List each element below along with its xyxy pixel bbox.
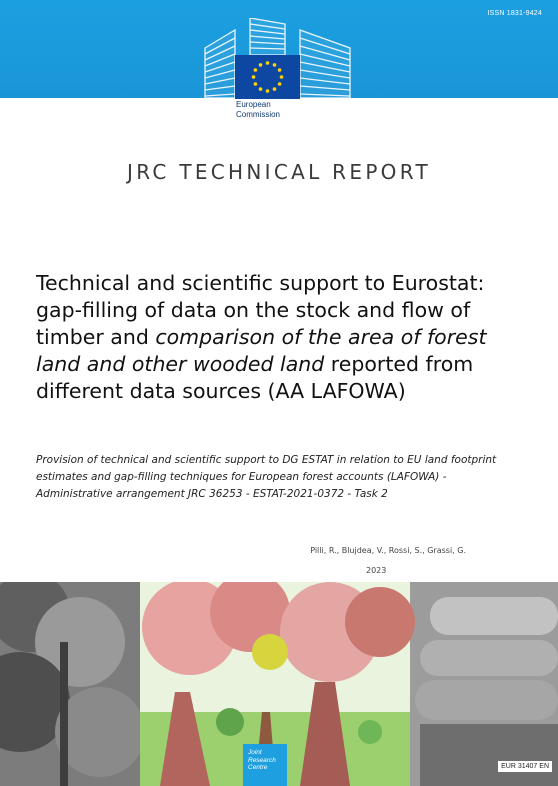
jrc-logo	[243, 744, 287, 786]
publisher-line-2: Commission	[236, 110, 281, 119]
authors-line: Pilli, R., Blujdea, V., Rossi, S., Grassi, G.	[310, 546, 466, 555]
title-part-2: reported from different data sources (AA LAFOWA)	[36, 352, 474, 403]
report-subtitle: Provision of technical and scientific support to DG ESTAT in relation to EU land footprint estimates and gap-filling techniques for European forest accounts (LAFOWA) - Administrative arrangement JRC 36253 - ESTAT-2021-0372 - Task 2	[36, 454, 497, 500]
publication-year: 2023	[366, 566, 387, 575]
jrc-line-3: Centre	[248, 764, 268, 771]
report-type-heading: JRC TECHNICAL REPORT	[127, 160, 431, 184]
eu-flag-icon	[235, 55, 300, 99]
publisher-line-1: European	[236, 100, 271, 109]
jrc-line-2: Research	[248, 756, 276, 764]
jrc-line-1: Joint	[248, 749, 262, 756]
eur-number: EUR 31407 EN	[498, 761, 552, 772]
title-italic-part: comparison of the area of forest land and other wooded land	[36, 325, 487, 376]
eu-stars-icon	[235, 55, 300, 99]
report-title	[36, 270, 516, 405]
issn-number: ISSN 1831-9424	[487, 10, 542, 17]
title-part-1: Technical and scientific support to Eurostat: gap-filling of data on the stock and flow of timber and	[36, 271, 485, 349]
publisher-name	[236, 100, 280, 120]
european-commission-logo	[200, 18, 360, 130]
